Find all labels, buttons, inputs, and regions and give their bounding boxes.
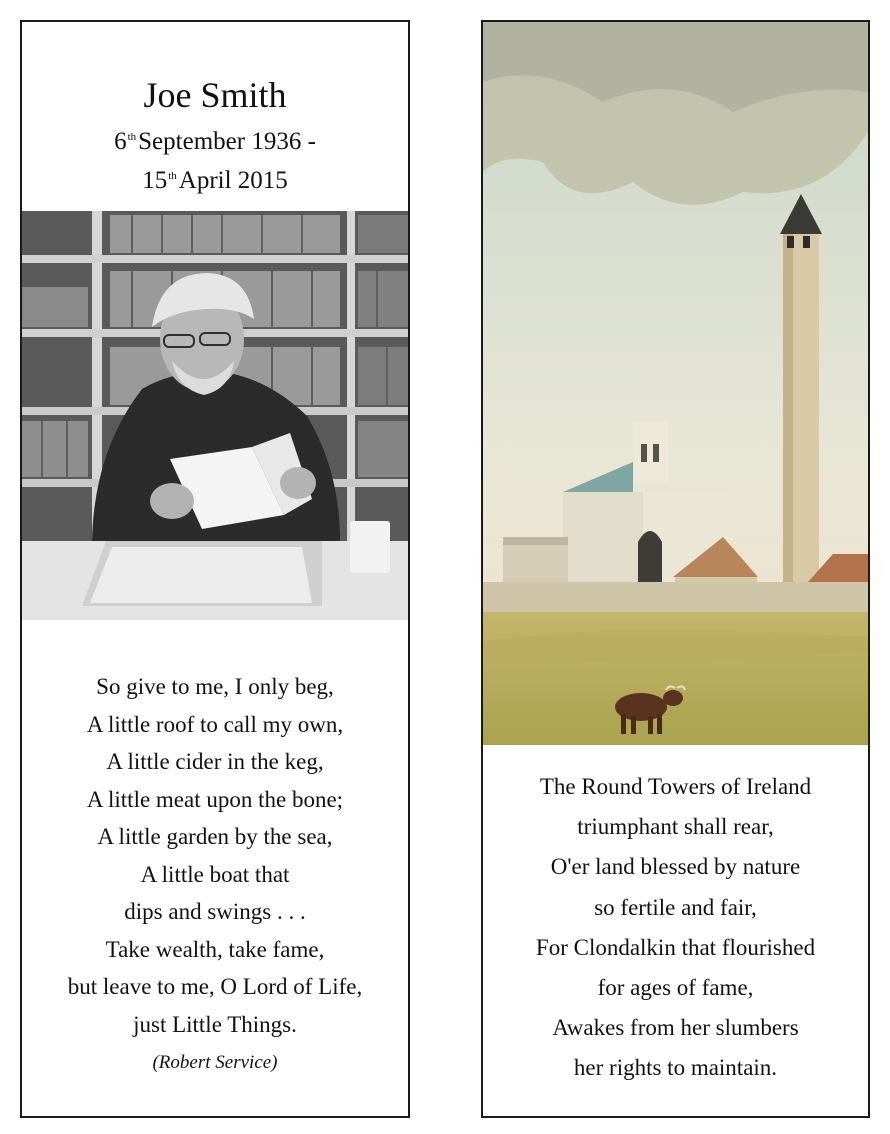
memorial-bookmark-front (20, 20, 410, 1118)
left-poem (22, 668, 408, 1083)
poem-line: The Round Towers of Ireland (539, 774, 812, 799)
death-date (22, 159, 408, 198)
memorial-bookmark-back (481, 20, 870, 1118)
poem-line: A little cider in the keg, (106, 749, 324, 774)
death-day: 15 (142, 167, 168, 194)
birth-day-suffix: th (127, 131, 137, 143)
poem-line: A little meat upon the bone; (86, 786, 344, 812)
birth-date (22, 120, 408, 159)
poem-line: triumphant shall rear, (577, 814, 774, 840)
birth-day: 6 (114, 128, 127, 155)
poem-line: her rights to maintain. (573, 1055, 778, 1081)
right-poem (483, 767, 868, 1089)
deceased-name: Joe Smith (143, 75, 287, 115)
poem-line: A little roof to call my own, (86, 711, 344, 737)
poem-line: so fertile and fair, (594, 894, 757, 920)
portrait-photo (22, 211, 408, 620)
poem-attribution: (Robert Service) (152, 1052, 278, 1073)
poem-line: for ages of fame, (597, 975, 754, 1001)
death-date-rest: April 2015 (178, 167, 288, 194)
poem-line: dips and swings . . . (124, 899, 306, 924)
poem-line: So give to me, I only beg, (96, 674, 334, 699)
round-tower-painting (483, 22, 868, 745)
poem-line: O'er land blessed by nature (550, 854, 801, 880)
poem-line: but leave to me, O Lord of Life, (67, 974, 363, 999)
death-day-suffix: th (168, 170, 177, 182)
poem-line: A little garden by the sea, (97, 824, 333, 849)
poem-line: A little boat that (140, 861, 290, 887)
life-dates (22, 120, 408, 198)
poem-line: Awakes from her slumbers (552, 1015, 799, 1041)
poem-line: Take wealth, take fame, (105, 936, 325, 962)
poem-line: For Clondalkin that flourished (535, 934, 816, 960)
poem-line: just Little Things. (133, 1011, 297, 1037)
birth-date-rest: September 1936 - (138, 128, 316, 155)
